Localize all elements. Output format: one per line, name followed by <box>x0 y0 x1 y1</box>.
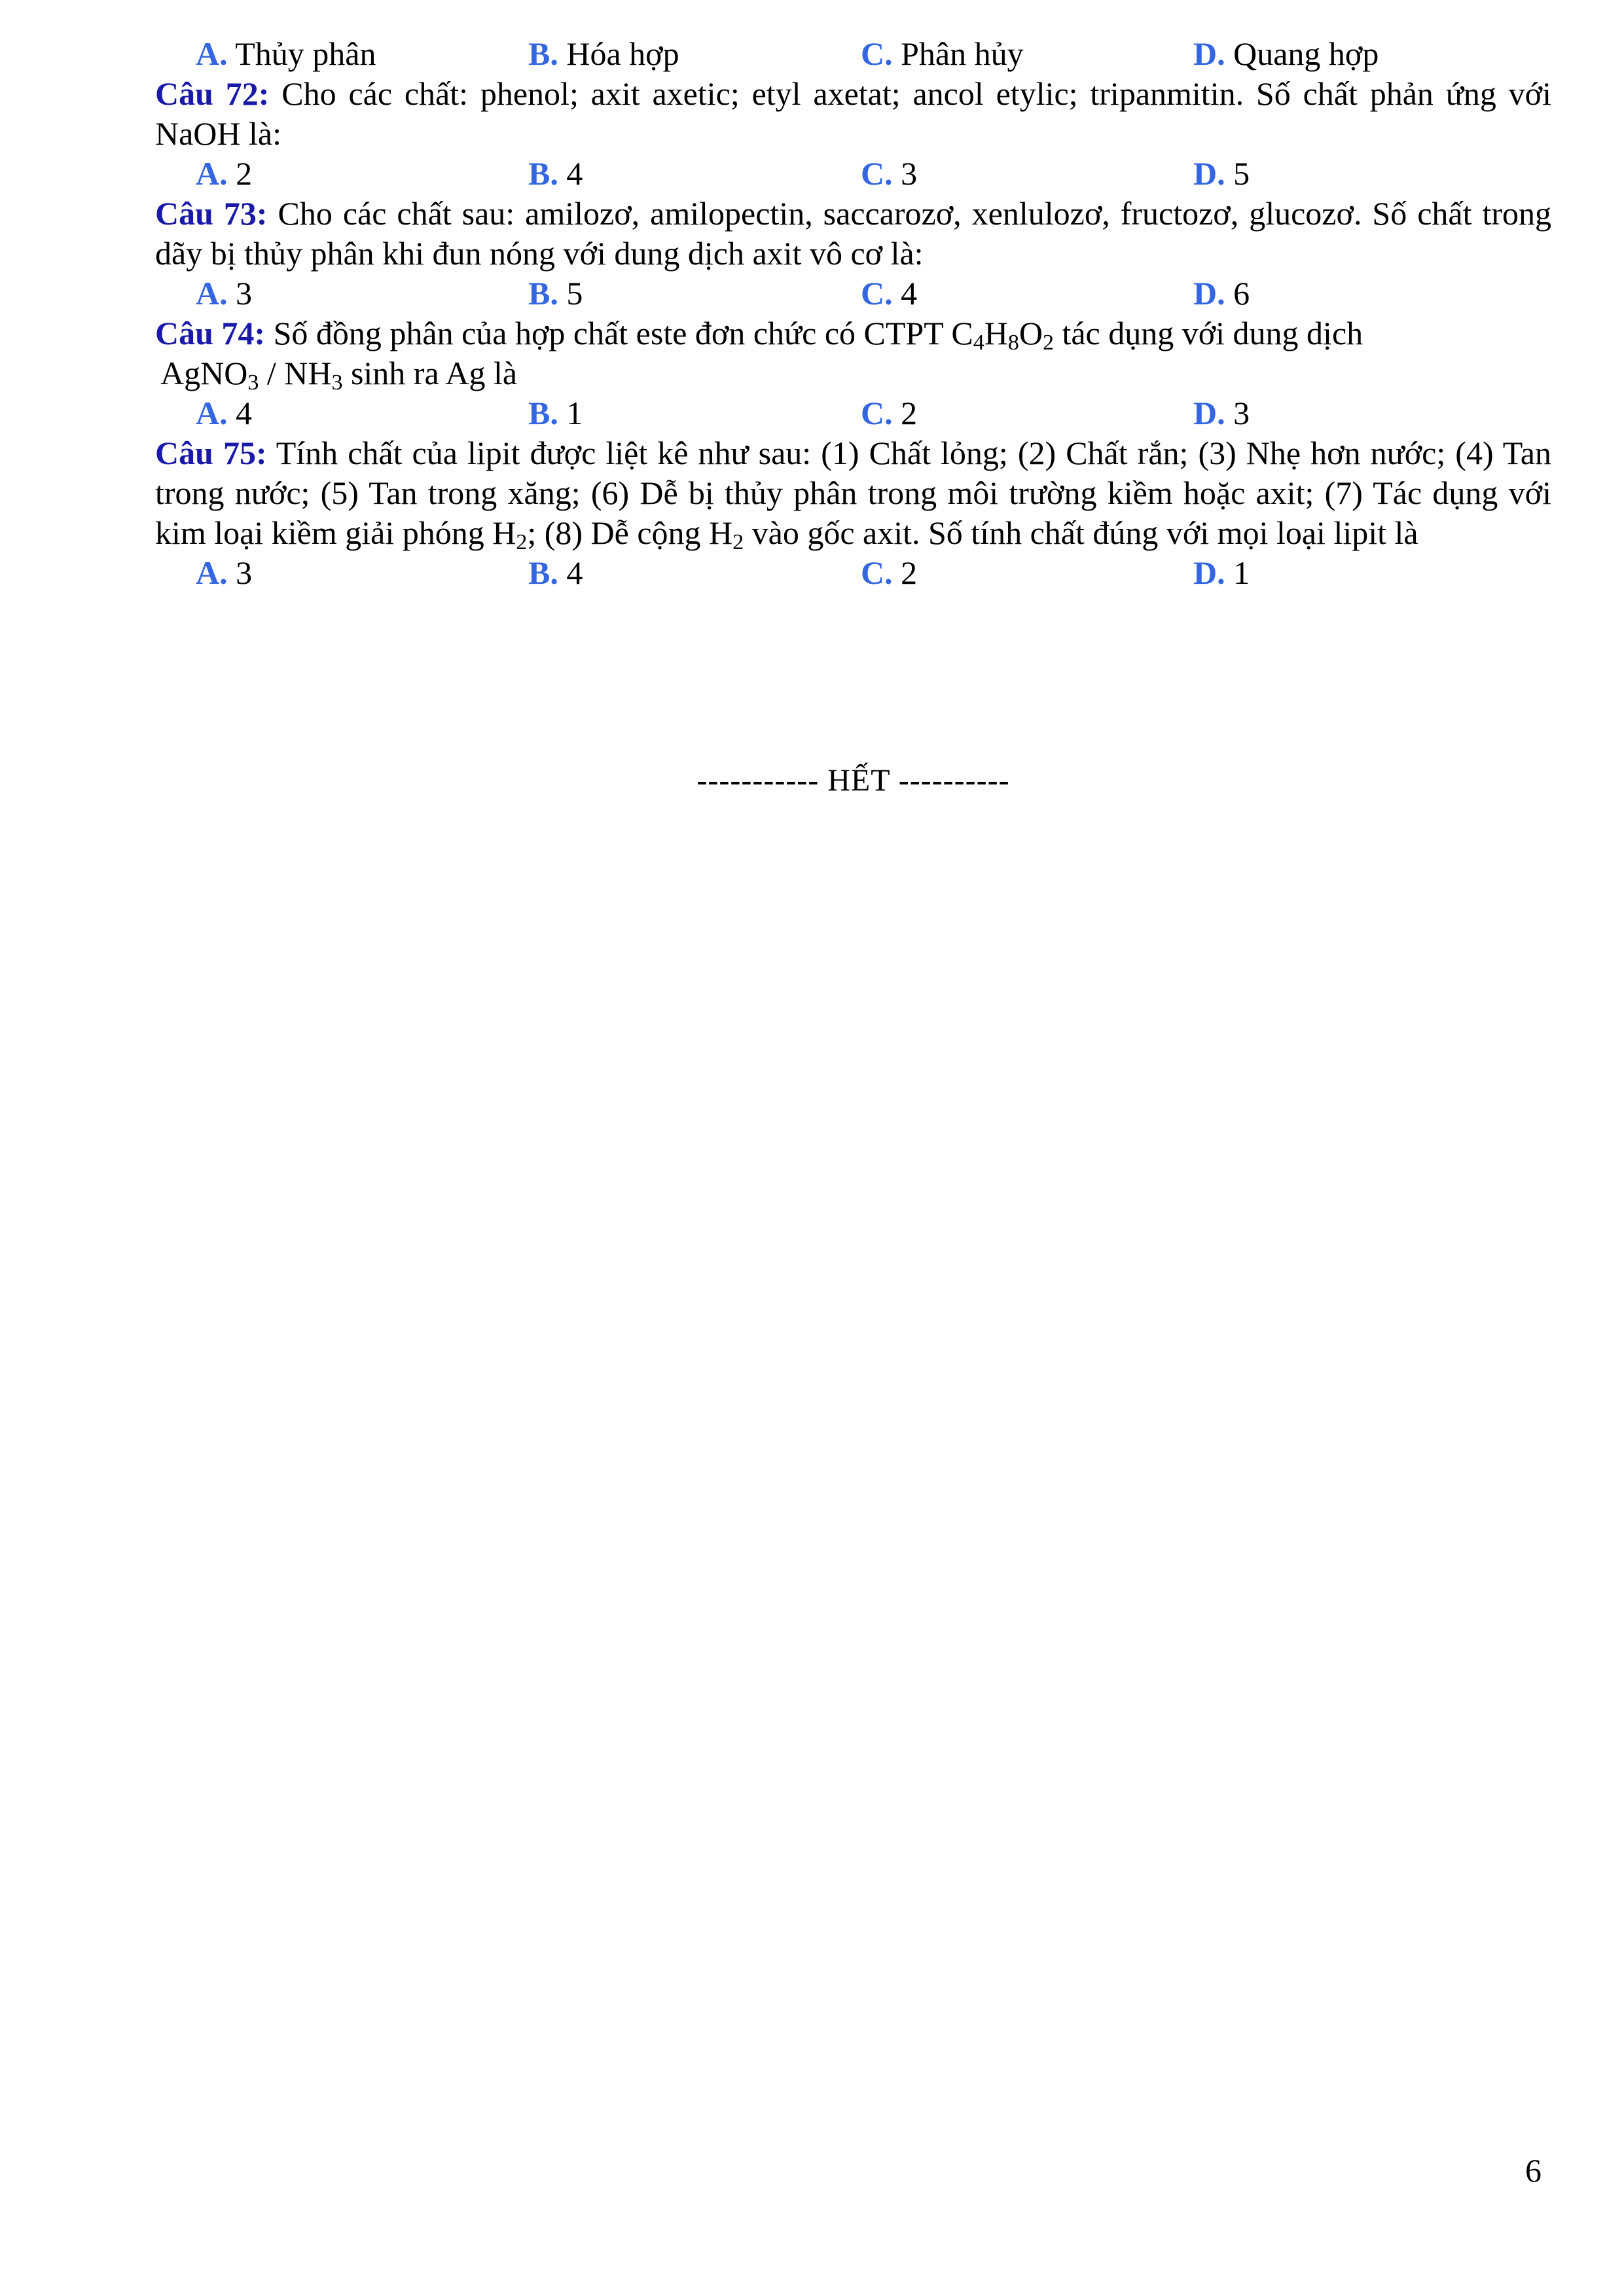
option-text: Thủy phân <box>235 35 376 72</box>
option-a <box>196 34 376 74</box>
option-letter: C. <box>861 395 893 431</box>
option-letter: D. <box>1193 554 1225 591</box>
question-75 <box>155 433 1551 553</box>
option-text: 2 <box>236 155 253 192</box>
formula-h2-sub: 2 <box>516 530 528 554</box>
formula-h2 <box>492 514 528 554</box>
option-letter: D. <box>1193 275 1225 312</box>
formula-h2-base: H <box>709 514 733 551</box>
reagent-agno3-nh3 <box>160 355 343 395</box>
option-letter: B. <box>528 155 558 192</box>
option-text: 3 <box>236 275 253 312</box>
option-d <box>1193 553 1250 593</box>
question-number: Câu 75: <box>155 435 267 471</box>
option-a <box>196 553 252 593</box>
option-b <box>528 553 583 593</box>
formula-c-sub: 4 <box>973 331 984 355</box>
question-72-options <box>155 154 1551 194</box>
option-text: 4 <box>236 395 253 431</box>
option-letter: D. <box>1193 155 1225 192</box>
question-74-options <box>155 393 1551 433</box>
option-letter: C. <box>861 275 893 312</box>
question-text: Cho các chất: phenol; axit axetic; etyl axetat; ancol etylic; tripanmitin. Số chất phản ứng với NaOH là: <box>155 75 1551 152</box>
option-text: Hóa hợp <box>566 35 679 72</box>
reagent-part2: NH <box>284 355 332 391</box>
option-letter: A. <box>196 275 228 312</box>
option-text: 3 <box>236 554 253 591</box>
option-letter: A. <box>196 155 228 192</box>
question-72 <box>155 74 1551 154</box>
formula-h2-base: H <box>492 514 516 551</box>
reagent-sub1: 3 <box>247 370 259 395</box>
option-text: 5 <box>1233 155 1250 192</box>
option-a <box>196 393 252 433</box>
option-text: 3 <box>901 155 918 192</box>
question-73 <box>155 194 1551 274</box>
option-b <box>528 393 583 433</box>
option-b <box>528 34 679 74</box>
reagent-sub2: 3 <box>331 370 343 395</box>
option-b <box>528 154 583 194</box>
option-text: 5 <box>566 275 583 312</box>
option-c <box>861 154 917 194</box>
option-text: Quang hợp <box>1233 35 1379 72</box>
question-text-part2: ; (8) Dễ cộng <box>527 514 701 551</box>
option-a <box>196 274 252 314</box>
question-text-after: tác dụng với dung dịch <box>1062 315 1363 351</box>
question-74 <box>155 314 1551 353</box>
option-letter: C. <box>861 35 893 72</box>
option-letter: B. <box>528 554 558 591</box>
option-letter: A. <box>196 35 228 72</box>
option-letter: B. <box>528 395 558 431</box>
formula-h2 <box>709 514 744 554</box>
option-letter: A. <box>196 554 228 591</box>
option-text: 1 <box>566 395 583 431</box>
option-c <box>861 274 917 314</box>
option-letter: B. <box>528 35 558 72</box>
question-number: Câu 74: <box>155 315 266 351</box>
option-letter: C. <box>861 155 893 192</box>
option-text: 4 <box>566 554 583 591</box>
option-c <box>861 34 1024 74</box>
option-a <box>196 154 252 194</box>
question-text-end: sinh ra Ag là <box>350 355 518 391</box>
option-text: 2 <box>901 554 918 591</box>
option-d <box>1193 154 1250 194</box>
question-text-part1: Tính chất của lipit được liệt kê như sau: (1) Chất lỏng; (2) Chất rắn; (3) Nhẹ hơn nước; (4) Tan trong nước; (5) Tan trong xăng; (6) Dễ bị thủy phân trong môi trường kiềm hoặc axit; (7) Tác dụng với kim loại kiềm giải phóng <box>155 435 1551 551</box>
end-marker: ----------- HẾT ---------- <box>696 763 1010 798</box>
question-number: Câu 72: <box>155 75 270 112</box>
option-text: 4 <box>566 155 583 192</box>
option-d <box>1193 274 1250 314</box>
option-text: 2 <box>901 395 918 431</box>
formula-h-sub: 8 <box>1007 331 1019 355</box>
question-text: Cho các chất sau: amilozơ, amilopectin, saccarozơ, xenlulozơ, fructozơ, glucozơ. Số chất trong dãy bị thủy phân khi đun nóng với dung dịch axit vô cơ là: <box>155 195 1551 272</box>
option-d <box>1193 393 1250 433</box>
question-text-before: Số đồng phân của hợp chất este đơn chức có CTPT <box>273 315 943 351</box>
formula-h: H <box>984 315 1008 351</box>
option-c <box>861 553 917 593</box>
question-text-part3: vào gốc axit. Số tính chất đúng với mọi loại lipit là <box>751 514 1418 551</box>
formula-c4h8o2 <box>951 315 1054 355</box>
option-letter: D. <box>1193 35 1225 72</box>
question-73-options <box>155 274 1551 314</box>
option-letter: D. <box>1193 395 1225 431</box>
question-number: Câu 73: <box>155 195 268 232</box>
page-number: 6 <box>1525 2152 1542 2189</box>
option-text: Phân hủy <box>901 35 1024 72</box>
question-74-continued <box>155 353 1551 393</box>
option-letter: A. <box>196 395 228 431</box>
formula-o: O <box>1019 315 1043 351</box>
option-d <box>1193 34 1379 74</box>
option-letter: C. <box>861 554 893 591</box>
option-letter: B. <box>528 275 558 312</box>
reagent-part1: AgNO <box>160 355 248 391</box>
reagent-separator: / <box>259 355 285 391</box>
exam-page-content <box>155 34 1551 798</box>
option-b <box>528 274 583 314</box>
formula-c: C <box>951 315 973 351</box>
option-text: 3 <box>1233 395 1250 431</box>
formula-h2-sub: 2 <box>732 530 744 554</box>
question-75-options <box>155 553 1551 593</box>
option-text: 6 <box>1233 275 1250 312</box>
prev-question-options <box>155 34 1551 74</box>
option-c <box>861 393 917 433</box>
option-text: 4 <box>901 275 918 312</box>
formula-o-sub: 2 <box>1042 331 1054 355</box>
option-text: 1 <box>1233 554 1250 591</box>
